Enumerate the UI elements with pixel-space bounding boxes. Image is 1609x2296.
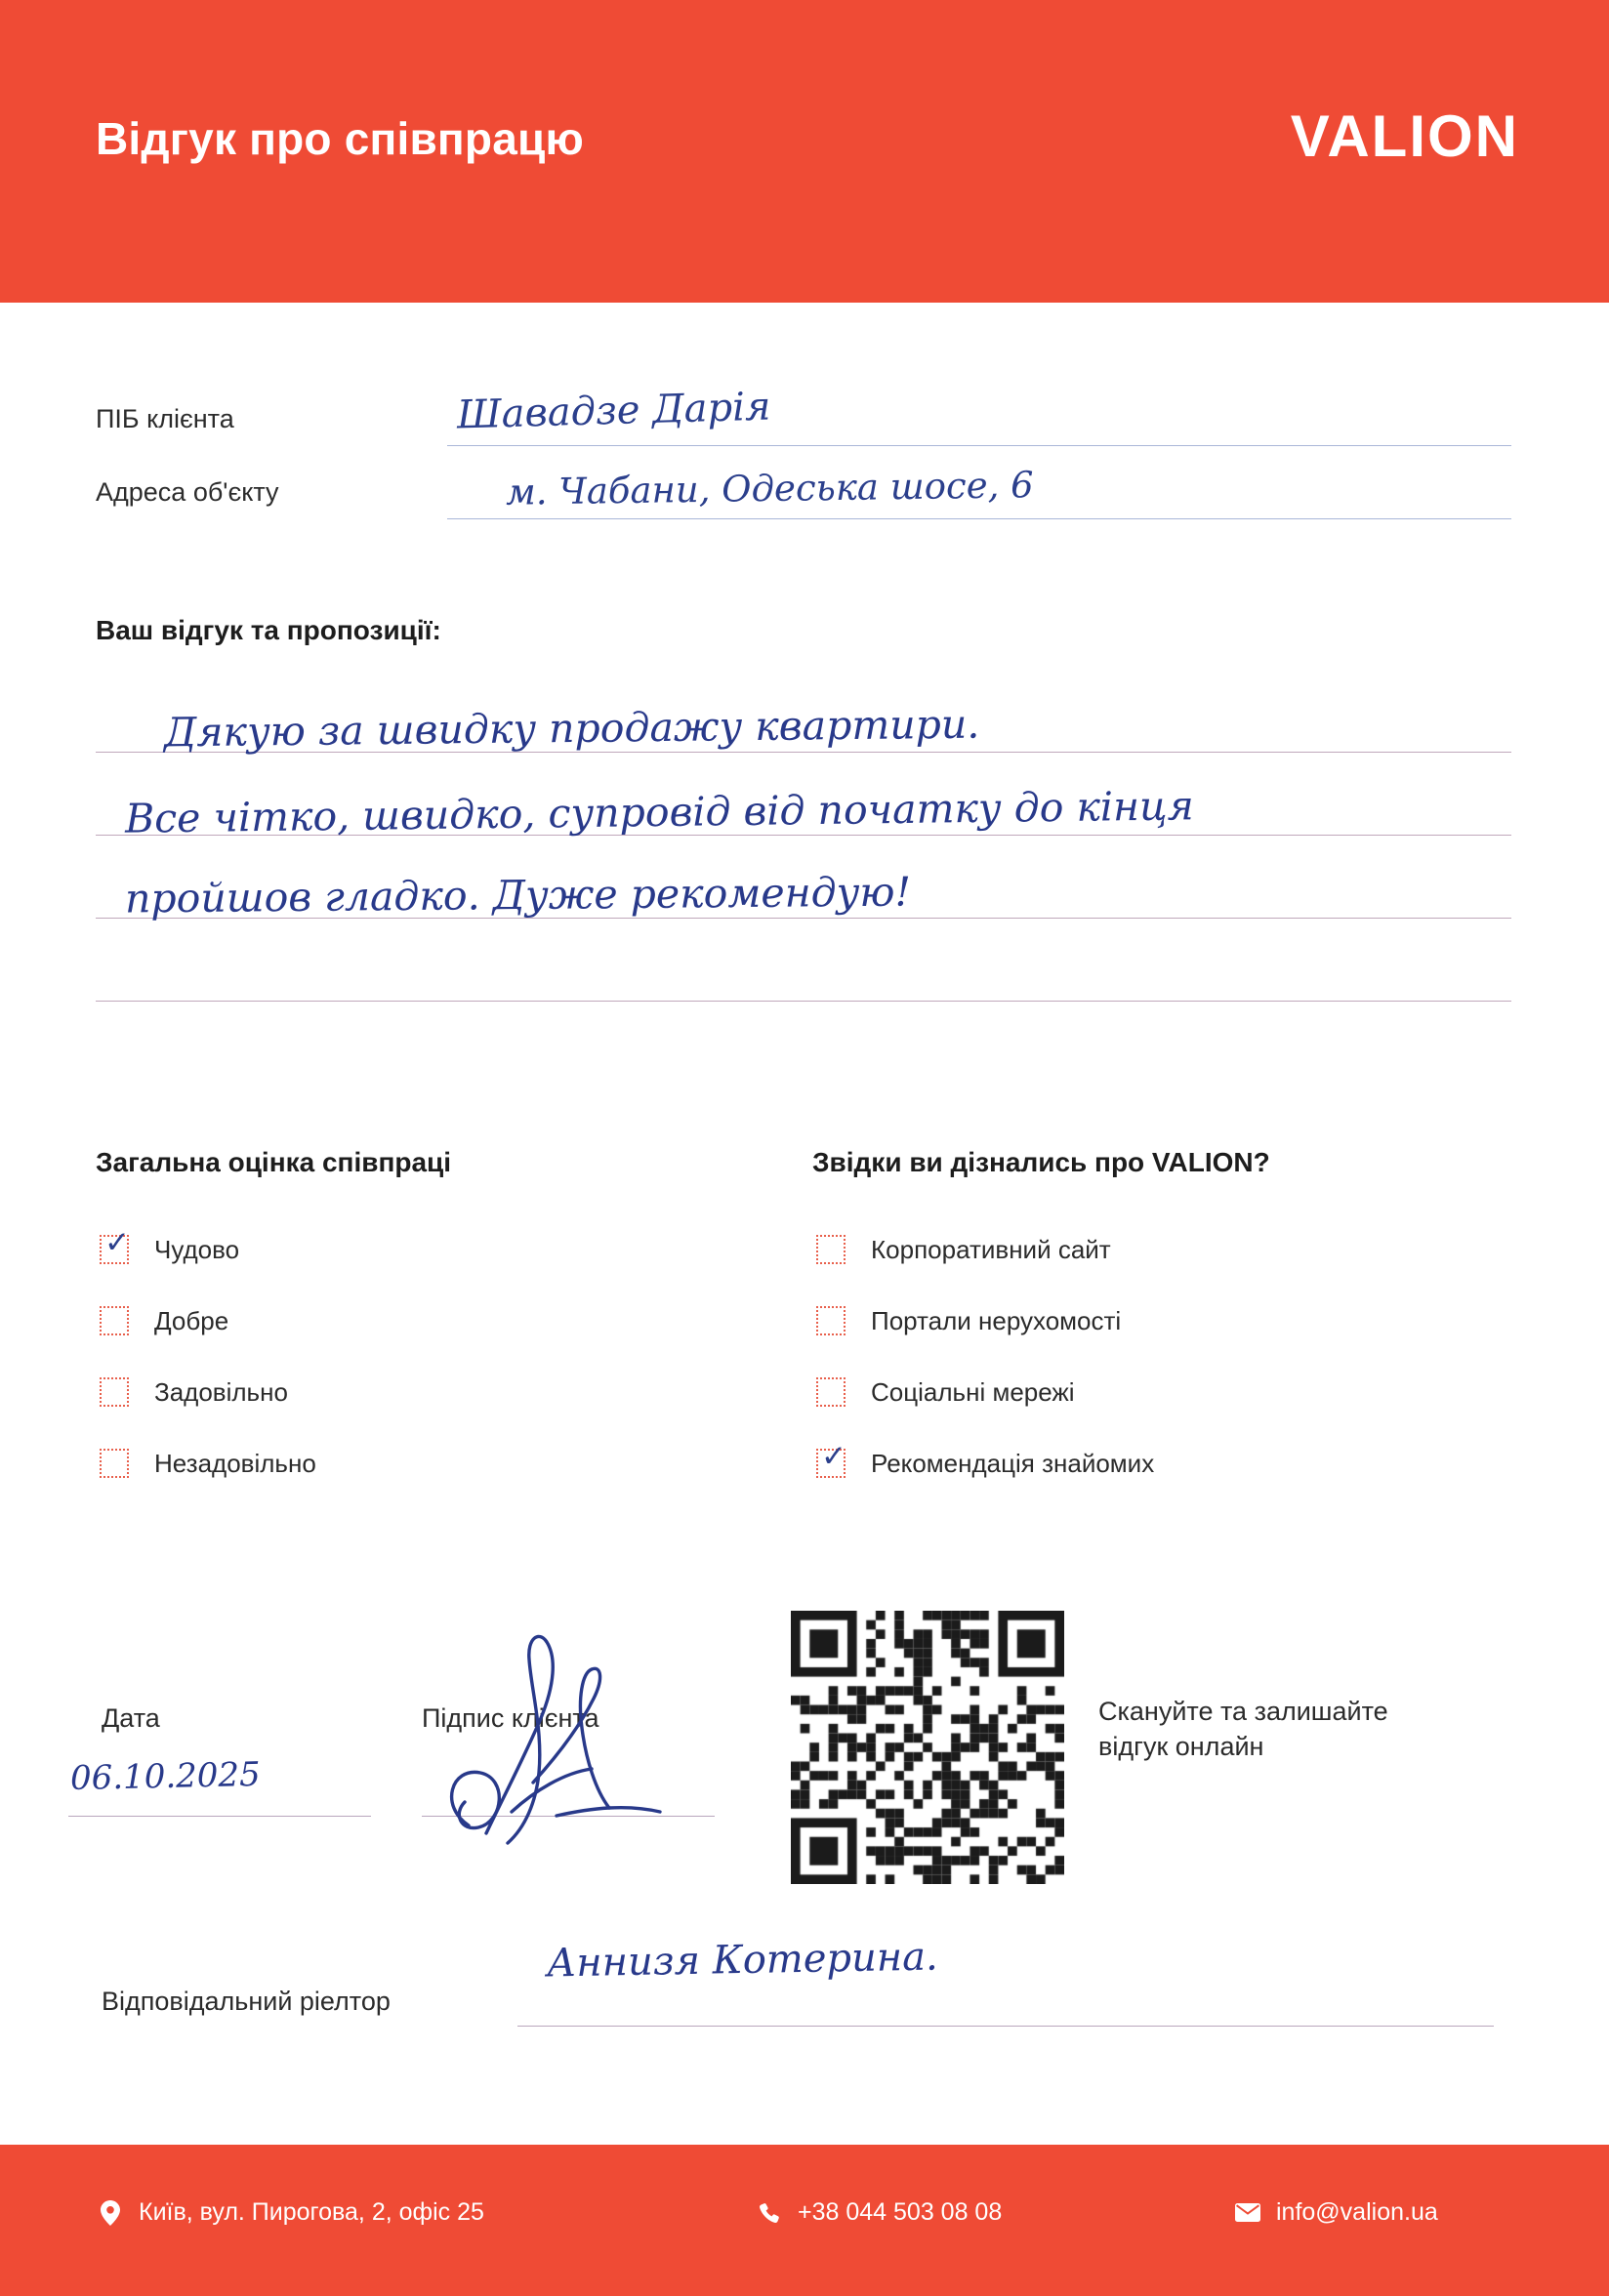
checkmark-icon: ✓ (104, 1225, 130, 1260)
company-logo-text: VALION (1290, 103, 1519, 169)
checkmark-icon: ✓ (821, 1439, 846, 1474)
qr-caption-line-2: відгук онлайн (1098, 1732, 1264, 1762)
qr-caption-line-1: Скануйте та залишайте (1098, 1697, 1388, 1726)
field-object-address (96, 464, 1511, 522)
realtor-handwritten-value: Аннизя Котерина. (546, 1934, 939, 1987)
footer-address (98, 2198, 484, 2227)
rating-group-title: Загальна оцінка співпраці (96, 1147, 452, 1177)
rating-checkbox-unsatisfactory[interactable] (100, 1449, 129, 1478)
source-group-title: Звідки ви дізнались про VALION? (812, 1147, 1270, 1177)
rating-checkbox-excellent[interactable] (100, 1225, 130, 1264)
source-checkbox-portals[interactable] (816, 1306, 846, 1335)
feedback-lines-block (96, 683, 1511, 1035)
source-checkbox-social[interactable] (816, 1377, 846, 1407)
realtor-underline (517, 2026, 1494, 2027)
client-name-handwritten-value: Шавадзе Дарія (456, 384, 772, 438)
page-footer (0, 2145, 1609, 2296)
client-signature-underline (422, 1816, 715, 1817)
feedback-section-title: Ваш відгук та пропозиції: (96, 615, 441, 645)
client-name-underline (447, 445, 1511, 446)
footer-address-text: Київ, вул. Пирогова, 2, офіс 25 (139, 2198, 484, 2226)
rating-option-label-excellent: Чудово (154, 1235, 240, 1264)
realtor-label: Відповідальний ріелтор (102, 1987, 391, 2016)
address-underline (447, 518, 1511, 519)
source-option-label-social: Соціальні мережі (871, 1377, 1075, 1407)
footer-email (1235, 2198, 1438, 2227)
source-checkbox-corporate-site[interactable] (816, 1235, 846, 1264)
source-option-label-corporate-site: Корпоративний сайт (871, 1235, 1111, 1264)
footer-email-text: info@valion.ua (1276, 2198, 1438, 2226)
source-option-label-portals: Портали нерухомості (871, 1306, 1122, 1335)
address-handwritten-value: м. Чабани, Одеська шосе, 6 (505, 464, 1034, 513)
rating-group (96, 1147, 701, 1479)
rating-option-label-unsatisfactory: Незадовільно (154, 1449, 316, 1478)
rating-checkbox-satisfactory[interactable] (100, 1377, 129, 1407)
source-option-label-recommendation: Рекомендація знайомих (871, 1449, 1155, 1478)
footer-phone-text: +38 044 503 08 08 (798, 2198, 1003, 2226)
footer-phone (757, 2198, 1002, 2227)
rating-option-label-good: Добре (154, 1306, 229, 1335)
feedback-handwritten-line-3: пройшов гладко. Дуже рекомендую! (124, 868, 912, 922)
client-signature-label: Підпис клієнта (422, 1703, 599, 1733)
date-handwritten-value: 06.10.2025 (69, 1754, 262, 1799)
client-name-label: ПІБ клієнта (96, 404, 234, 433)
rating-option-label-satisfactory: Задовільно (154, 1377, 288, 1407)
qr-caption (1098, 1694, 1388, 1765)
location-pin-icon (98, 2200, 123, 2226)
field-client-name (96, 384, 1511, 449)
feedback-handwritten-line-2: Все чітко, швидко, супровід від початку до кінця (124, 782, 1195, 842)
address-label: Адреса об'єкту (96, 477, 279, 507)
source-checkbox-recommendation[interactable] (816, 1439, 846, 1478)
rating-checkbox-good[interactable] (100, 1306, 129, 1335)
envelope-icon (1235, 2200, 1260, 2226)
page-title: Відгук про співпрацю (96, 113, 584, 164)
page-header (0, 0, 1609, 303)
date-underline (68, 1816, 371, 1817)
date-label: Дата (102, 1703, 160, 1733)
feedback-rule-4 (96, 1001, 1511, 1002)
phone-icon (757, 2200, 782, 2226)
feedback-handwritten-line-1: Дякую за швидку продажу квартири. (163, 700, 980, 757)
source-group (812, 1147, 1496, 1479)
qr-code[interactable] (791, 1611, 1064, 1884)
